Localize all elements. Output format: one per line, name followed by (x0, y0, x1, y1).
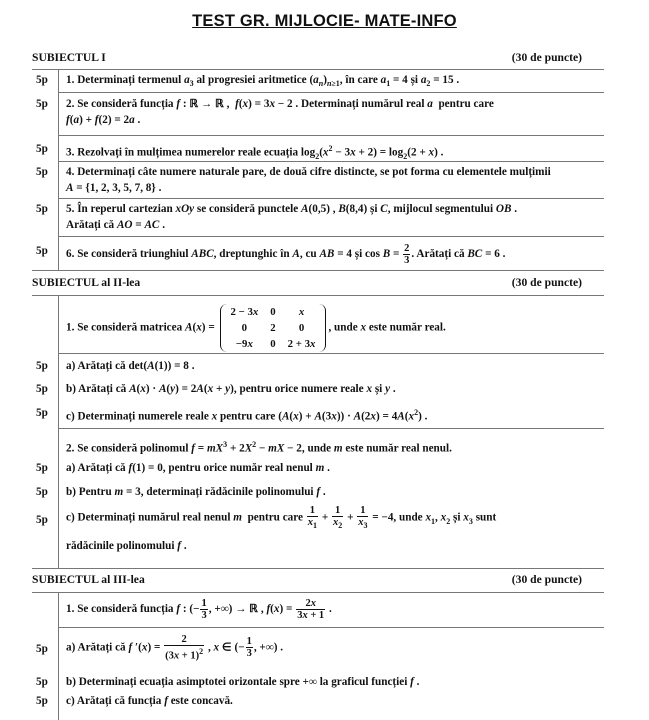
divider (58, 428, 604, 429)
divider (58, 428, 59, 568)
points-label: 5p (36, 143, 48, 155)
points-label: 5p (36, 203, 48, 215)
problem-2-1a: a) Arătați că det(A(1)) = 8 . (66, 360, 195, 372)
divider (58, 135, 604, 136)
problem-1-1: 1. Determinați termenul $a_3$ al progresiei aritmetice $(a_n)_{n\ge 1}$, în care $a_1 = 4$ și $a_2 = 15$ . (66, 74, 460, 89)
problem-2-1: 1. Se consideră matricea A(x) = 2 − 3x 0 x 0 2 0 −9x 0 2 + 3x , unde x este număr real. (66, 306, 446, 350)
divider (32, 69, 604, 70)
divider (58, 198, 604, 199)
divider (58, 295, 59, 428)
problem-3-1c: c) Arătați că funcția f este concavă. (66, 695, 233, 707)
problem-3-1a: a) Arătați că f ′(x) = $\frac{2}{(3x + 1)^2}$ , x ∈ (− $\frac{1}{3}$ , +∞) . (66, 634, 284, 662)
points-label: 5p (36, 695, 48, 707)
section-1-points: (30 de puncte) (511, 51, 582, 64)
divider (32, 592, 604, 593)
matrix: 2 − 3x 0 x 0 2 0 −9x 0 2 + 3x (220, 304, 327, 352)
section-2-title: SUBIECTUL al II-lea (32, 276, 141, 289)
problem-2-2b: b) Pentru m = 3, determinați rădăcinile polinomului f . (66, 486, 326, 498)
problem-1-5: 5. În reperul cartezian xOy se consideră punctele A(0,5) , B(8,4) și C, mijlocul segmentului OB . Arătați că AO = AC . (66, 203, 518, 231)
divider (58, 236, 604, 237)
section-1-heading (32, 51, 582, 64)
divider (58, 161, 604, 162)
points-label: 5p (36, 407, 48, 419)
problem-1-6: 6. Se consideră triunghiul ABC, dreptunghic în A, cu AB = 4 și cos B = $\frac{2}{3}$ . Arătați că BC = 6 . (66, 243, 506, 266)
points-label: 5p (36, 166, 48, 178)
divider (58, 627, 604, 628)
problem-3-1b: b) Determinați ecuația asimptotei orizontale spre +∞ la graficul funcției f . (66, 676, 420, 688)
points-label: 5p (36, 486, 48, 498)
divider (32, 295, 604, 296)
problem-1-3: 3. Rezolvați în mulțimea numerelor reale ecuația $\log_2(x^2 - 3x + 2) = \log_2(2 + x)$ . (66, 144, 444, 161)
divider (58, 592, 59, 720)
divider (58, 69, 59, 270)
section-3-points: (30 de puncte) (511, 573, 582, 586)
points-label: 5p (36, 74, 48, 86)
divider (32, 568, 604, 569)
problem-2-2a: a) Arătați că f(1) = 0, pentru orice număr real nenul m . (66, 462, 330, 474)
section-3-title: SUBIECTUL al III-lea (32, 573, 145, 586)
problem-2-2c: c) Determinați numărul real nenul m pentru care $\frac{1}{x_1}$ + $\frac{1}{x_2}$ + $\frac{1}{x_3}$ = −4, unde $x_1$, $x_2$ și $x_3$ sunt rădăcinile polinomului f . (66, 505, 497, 552)
section-3-heading (32, 573, 582, 586)
section-2-points: (30 de puncte) (511, 276, 582, 289)
points-label: 5p (36, 360, 48, 372)
problem-2-2: 2. Se consideră polinomul $f = mX^3 + 2X^2$ − mX − 2, unde m este număr real nenul. (66, 440, 452, 455)
problem-1-4: 4. Determinați câte numere naturale pare, de două cifre distincte, se pot forma cu elementele mulțimii A = {1, 2, 3, 5, 7, 8} . (66, 166, 551, 194)
points-label: 5p (36, 514, 48, 526)
section-2-heading (32, 276, 582, 289)
points-label: 5p (36, 98, 48, 110)
divider (58, 92, 604, 93)
problem-2-1c: c) Determinați numerele reale x pentru care $(A(x) + A(3x)) \cdot A(2x) = 4A(x^2)$ . (66, 408, 428, 423)
divider (32, 270, 604, 271)
points-label: 5p (36, 643, 48, 655)
section-1-title: SUBIECTUL I (32, 51, 106, 64)
points-label: 5p (36, 383, 48, 395)
problem-3-1: 1. Se consideră funcția f : (− $\frac{1}{3}$ , +∞) → ℝ , f(x) = $\frac{2x}{3x + 1}$ . (66, 598, 332, 621)
divider (58, 353, 604, 354)
points-label: 5p (36, 676, 48, 688)
points-label: 5p (36, 245, 48, 257)
points-label: 5p (36, 462, 48, 474)
problem-2-1b: b) Arătați că A(x) · A(y) = 2A(x + y), pentru orice numere reale x și y . (66, 383, 396, 395)
page-title: TEST GR. MIJLOCIE- MATE-INFO (192, 12, 457, 30)
problem-1-2: 2. Se consideră funcția f : ℝ → ℝ , f(x) = 3x − 2 . Determinați numărul real a pentru care f(a) + f(2) = 2a . (66, 98, 494, 126)
